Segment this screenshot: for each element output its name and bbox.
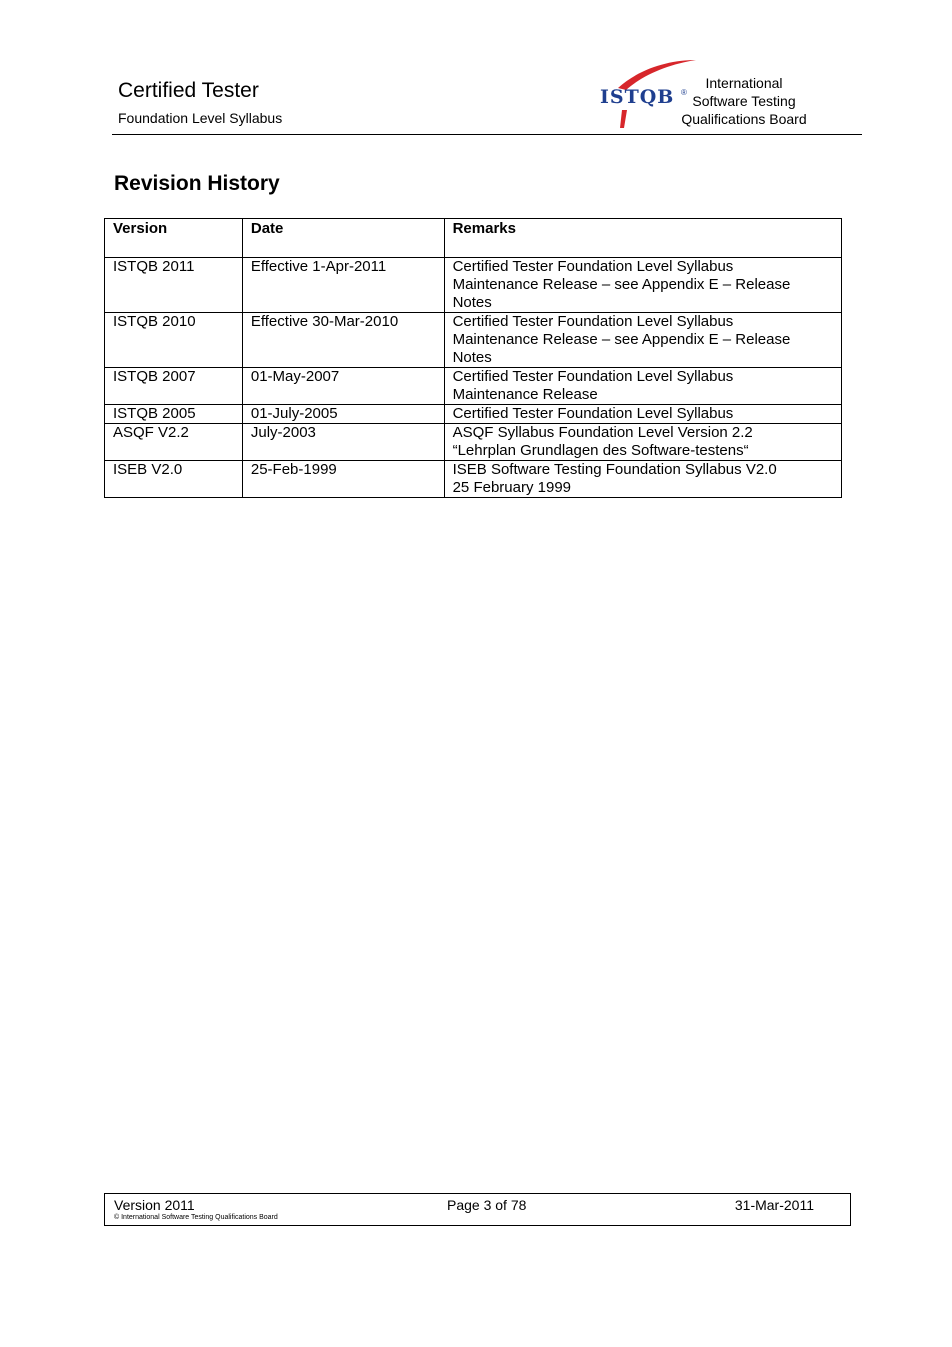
date-cell: Effective 30-Mar-2010	[242, 313, 444, 368]
remarks-line: Maintenance Release – see Appendix E – Release	[452, 276, 791, 293]
remarks-line: ASQF Syllabus Foundation Level Version 2.2	[452, 424, 753, 441]
date-cell: 01-May-2007	[242, 368, 444, 405]
trademark-mark: ®	[681, 88, 687, 97]
remarks-line: Certified Tester Foundation Level Syllabus	[452, 405, 734, 422]
table-row	[105, 405, 842, 424]
remarks-line: Notes	[452, 349, 492, 366]
table-row	[105, 258, 842, 313]
revision-history-table	[104, 218, 842, 498]
remarks-cell	[444, 424, 841, 461]
logo-wordmark: ISTQB	[600, 86, 675, 108]
remarks-line: Certified Tester Foundation Level Syllabus	[452, 258, 734, 275]
version-cell: ASQF V2.2	[105, 424, 243, 461]
remarks-line: Certified Tester Foundation Level Syllabus	[452, 368, 734, 385]
version-cell: ISTQB 2011	[105, 258, 243, 313]
remarks-line: Notes	[452, 294, 492, 311]
remarks-line: Maintenance Release – see Appendix E – Release	[452, 331, 791, 348]
footer-date: 31-Mar-2011	[734, 1197, 814, 1213]
remarks-line: “Lehrplan Grundlagen des Software-testens“	[452, 442, 749, 459]
table-row	[105, 461, 842, 498]
remarks-cell	[444, 368, 841, 405]
footer-version: Version 2011	[114, 1197, 195, 1213]
organization-name	[664, 74, 824, 128]
footer-copyright: © International Software Testing Qualifications Board	[114, 1214, 278, 1221]
column-header-version: Version	[105, 219, 243, 258]
date-cell: 25-Feb-1999	[242, 461, 444, 498]
remarks-cell	[444, 461, 841, 498]
section-heading: Revision History	[114, 172, 280, 195]
table-row	[105, 368, 842, 405]
remarks-cell	[444, 313, 841, 368]
page-footer	[104, 1193, 851, 1226]
table-row	[105, 313, 842, 368]
remarks-cell	[444, 405, 841, 424]
table-row	[105, 424, 842, 461]
document-title: Certified Tester	[118, 79, 259, 102]
version-cell: ISTQB 2010	[105, 313, 243, 368]
column-header-date: Date	[242, 219, 444, 258]
version-cell: ISTQB 2007	[105, 368, 243, 405]
org-name-line: Software Testing	[692, 93, 796, 109]
org-name-line: Qualifications Board	[681, 111, 807, 127]
document-subtitle: Foundation Level Syllabus	[118, 110, 283, 126]
remarks-line: 25 February 1999	[452, 479, 572, 496]
remarks-line: Certified Tester Foundation Level Syllabus	[452, 313, 734, 330]
date-cell: 01-July-2005	[242, 405, 444, 424]
version-cell: ISTQB 2005	[105, 405, 243, 424]
date-cell: Effective 1-Apr-2011	[242, 258, 444, 313]
page-header	[112, 64, 862, 135]
column-header-remarks: Remarks	[444, 219, 841, 258]
org-name-line: International	[705, 75, 783, 91]
version-cell: ISEB V2.0	[105, 461, 243, 498]
table-header-row	[105, 219, 842, 258]
page-number: Page 3 of 78	[447, 1197, 527, 1213]
remarks-line: Maintenance Release	[452, 386, 598, 403]
date-cell: July-2003	[242, 424, 444, 461]
remarks-cell	[444, 258, 841, 313]
remarks-line: ISEB Software Testing Foundation Syllabus V2.0	[452, 461, 777, 478]
